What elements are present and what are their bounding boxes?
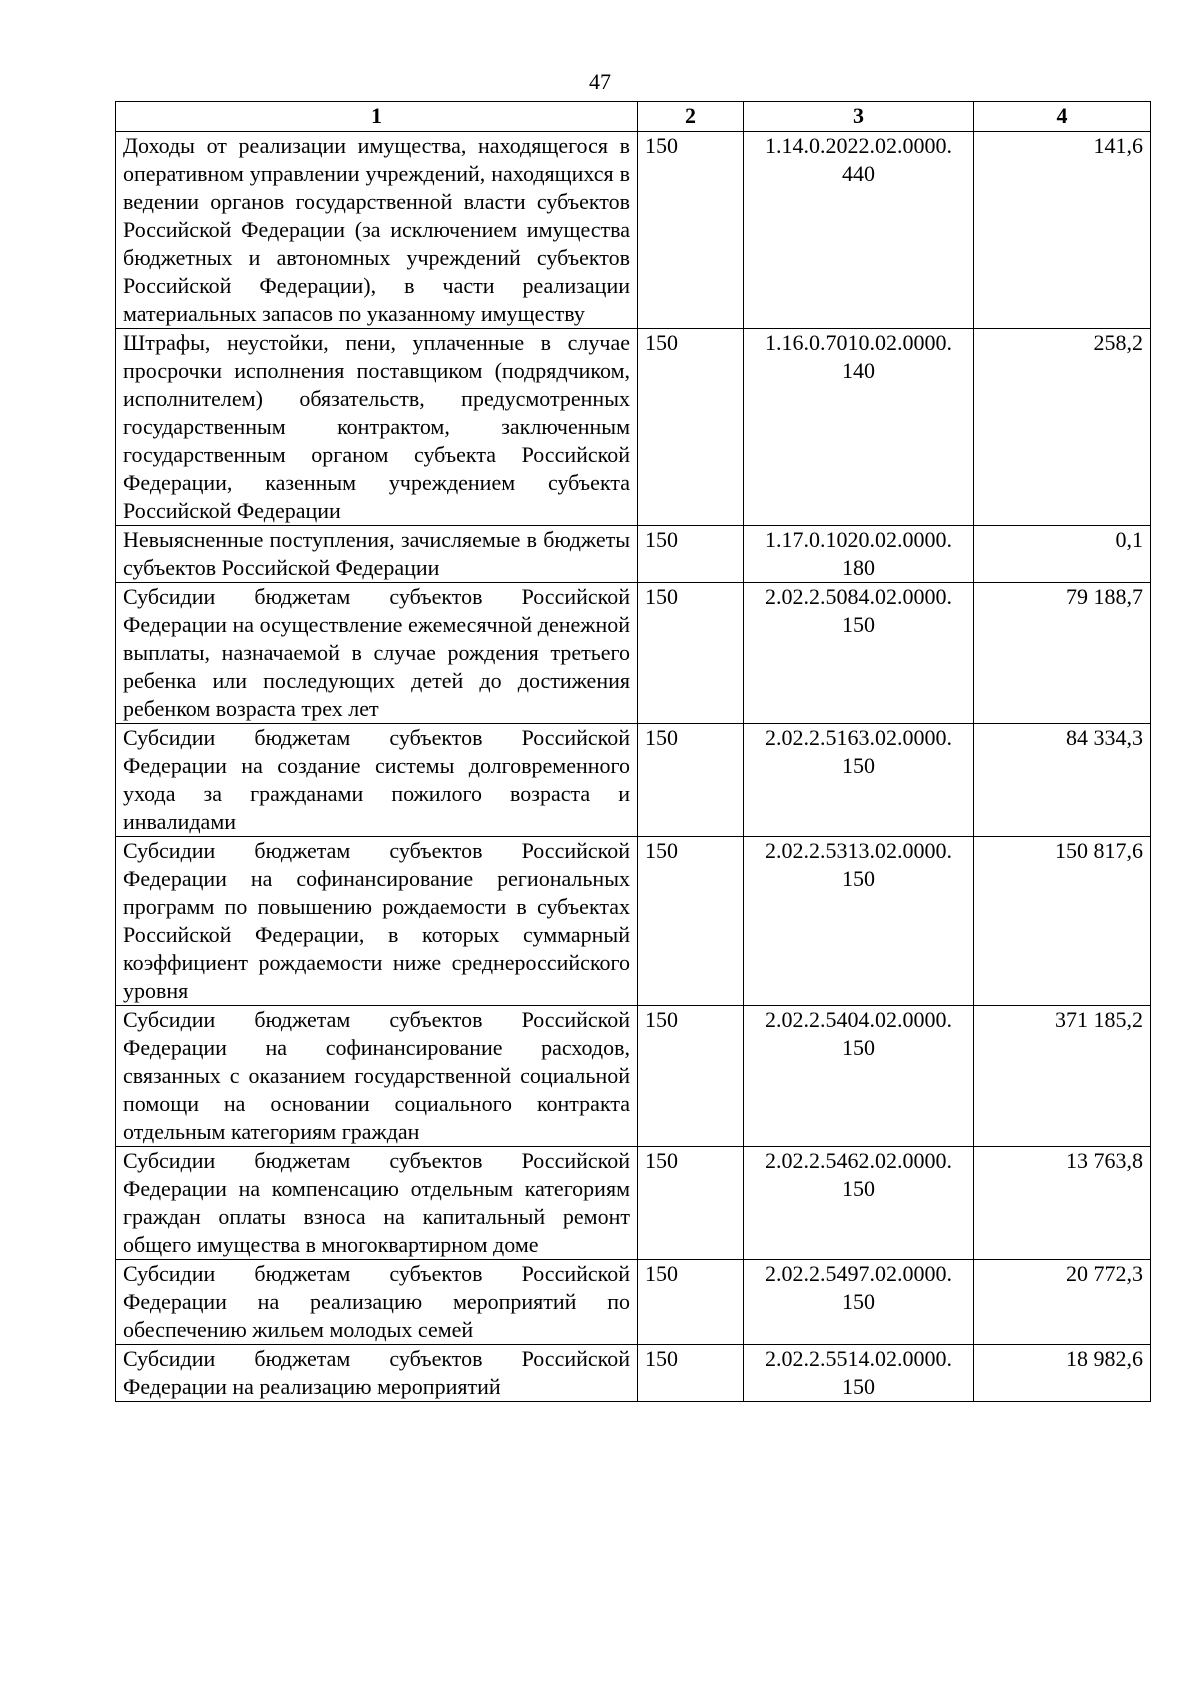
row-description: Субсидии бюджетам субъектов Российской Федерации на реализацию мероприятий по обеспечению жильем молодых семей bbox=[116, 1260, 638, 1345]
table-row bbox=[116, 1006, 1151, 1147]
row-amount: 13 763,8 bbox=[974, 1147, 1151, 1260]
table-row bbox=[116, 1260, 1151, 1345]
row-code bbox=[744, 583, 974, 724]
table-row bbox=[116, 583, 1151, 724]
code-line-2: 150 bbox=[842, 1035, 875, 1060]
header-col-4: 4 bbox=[974, 102, 1151, 132]
table-row bbox=[116, 724, 1151, 837]
row-amount: 150 817,6 bbox=[974, 837, 1151, 1006]
table-row bbox=[116, 837, 1151, 1006]
row-amount: 0,1 bbox=[974, 526, 1151, 583]
table-row bbox=[116, 329, 1151, 526]
table-row bbox=[116, 1147, 1151, 1260]
row-description: Штрафы, неустойки, пени, уплаченные в случае просрочки исполнения поставщиком (подрядчиком, исполнителем) обязательств, предусмотренных государственным контрактом, заключенным государственным органом субъекта Российской Федерации, казенным учреждением субъекта Российской Федерации bbox=[116, 329, 638, 526]
code-line-1: 2.02.2.5084.02.0000. bbox=[765, 584, 952, 609]
code-line-1: 1.16.0.7010.02.0000. bbox=[765, 330, 952, 355]
row-amount: 258,2 bbox=[974, 329, 1151, 526]
header-row bbox=[116, 102, 1151, 132]
code-line-2: 140 bbox=[842, 358, 875, 383]
row-amount: 20 772,3 bbox=[974, 1260, 1151, 1345]
row-code bbox=[744, 1345, 974, 1402]
row-group: 150 bbox=[638, 1345, 744, 1402]
table-body bbox=[116, 132, 1151, 1402]
row-description: Субсидии бюджетам субъектов Российской Федерации на софинансирование региональных программ по повышению рождаемости в субъектах Российской Федерации, в которых суммарный коэффициент рождаемости ниже среднероссийского уровня bbox=[116, 837, 638, 1006]
row-description: Субсидии бюджетам субъектов Российской Федерации на создание системы долговременного ухода за гражданами пожилого возраста и инвалидами bbox=[116, 724, 638, 837]
table-row bbox=[116, 1345, 1151, 1402]
row-amount: 79 188,7 bbox=[974, 583, 1151, 724]
code-line-1: 2.02.2.5313.02.0000. bbox=[765, 838, 952, 863]
table-row bbox=[116, 132, 1151, 329]
code-line-1: 2.02.2.5514.02.0000. bbox=[765, 1346, 952, 1371]
row-group: 150 bbox=[638, 583, 744, 724]
code-line-1: 1.14.0.2022.02.0000. bbox=[765, 133, 952, 158]
code-line-2: 150 bbox=[842, 612, 875, 637]
row-code bbox=[744, 837, 974, 1006]
code-line-2: 150 bbox=[842, 1176, 875, 1201]
row-code bbox=[744, 132, 974, 329]
code-line-2: 180 bbox=[842, 555, 875, 580]
code-line-1: 2.02.2.5462.02.0000. bbox=[765, 1148, 952, 1173]
row-amount: 18 982,6 bbox=[974, 1345, 1151, 1402]
header-col-1: 1 bbox=[116, 102, 638, 132]
row-group: 150 bbox=[638, 1147, 744, 1260]
code-line-1: 1.17.0.1020.02.0000. bbox=[765, 527, 952, 552]
code-line-2: 150 bbox=[842, 1374, 875, 1399]
row-group: 150 bbox=[638, 837, 744, 1006]
code-line-2: 150 bbox=[842, 753, 875, 778]
row-amount: 84 334,3 bbox=[974, 724, 1151, 837]
row-amount: 371 185,2 bbox=[974, 1006, 1151, 1147]
row-group: 150 bbox=[638, 132, 744, 329]
row-group: 150 bbox=[638, 1260, 744, 1345]
code-line-1: 2.02.2.5404.02.0000. bbox=[765, 1007, 952, 1032]
page-number: 47 bbox=[589, 69, 611, 94]
row-description: Субсидии бюджетам субъектов Российской Федерации на реализацию мероприятий bbox=[116, 1345, 638, 1402]
header-col-3: 3 bbox=[744, 102, 974, 132]
row-group: 150 bbox=[638, 329, 744, 526]
row-group: 150 bbox=[638, 724, 744, 837]
row-code bbox=[744, 1006, 974, 1147]
row-code bbox=[744, 526, 974, 583]
budget-table bbox=[115, 101, 1151, 1402]
row-code bbox=[744, 329, 974, 526]
code-line-2: 150 bbox=[842, 1289, 875, 1314]
row-description: Доходы от реализации имущества, находящегося в оперативном управлении учреждений, находящихся в ведении органов государственной власти субъектов Российской Федерации (за исключением имущества бюджетных и автономных учреждений субъектов Российской Федерации), в части реализации материальных запасов по указанному имуществу bbox=[116, 132, 638, 329]
code-line-1: 2.02.2.5163.02.0000. bbox=[765, 725, 952, 750]
row-description: Субсидии бюджетам субъектов Российской Федерации на софинансирование расходов, связанных с оказанием государственной социальной помощи на основании социального контракта отдельным категориям граждан bbox=[116, 1006, 638, 1147]
row-code bbox=[744, 1260, 974, 1345]
code-line-2: 150 bbox=[842, 866, 875, 891]
row-description: Невыясненные поступления, зачисляемые в бюджеты субъектов Российской Федерации bbox=[116, 526, 638, 583]
row-description: Субсидии бюджетам субъектов Российской Федерации на компенсацию отдельным категориям граждан оплаты взноса на капитальный ремонт общего имущества в многоквартирном доме bbox=[116, 1147, 638, 1260]
table-header bbox=[116, 102, 1151, 132]
row-code bbox=[744, 724, 974, 837]
row-group: 150 bbox=[638, 1006, 744, 1147]
row-code bbox=[744, 1147, 974, 1260]
row-description: Субсидии бюджетам субъектов Российской Федерации на осуществление ежемесячной денежной выплаты, назначаемой в случае рождения третьего ребенка или последующих детей до достижения ребенком возраста трех лет bbox=[116, 583, 638, 724]
header-col-2: 2 bbox=[638, 102, 744, 132]
row-group: 150 bbox=[638, 526, 744, 583]
row-amount: 141,6 bbox=[974, 132, 1151, 329]
table-row bbox=[116, 526, 1151, 583]
code-line-2: 440 bbox=[842, 161, 875, 186]
code-line-1: 2.02.2.5497.02.0000. bbox=[765, 1261, 952, 1286]
